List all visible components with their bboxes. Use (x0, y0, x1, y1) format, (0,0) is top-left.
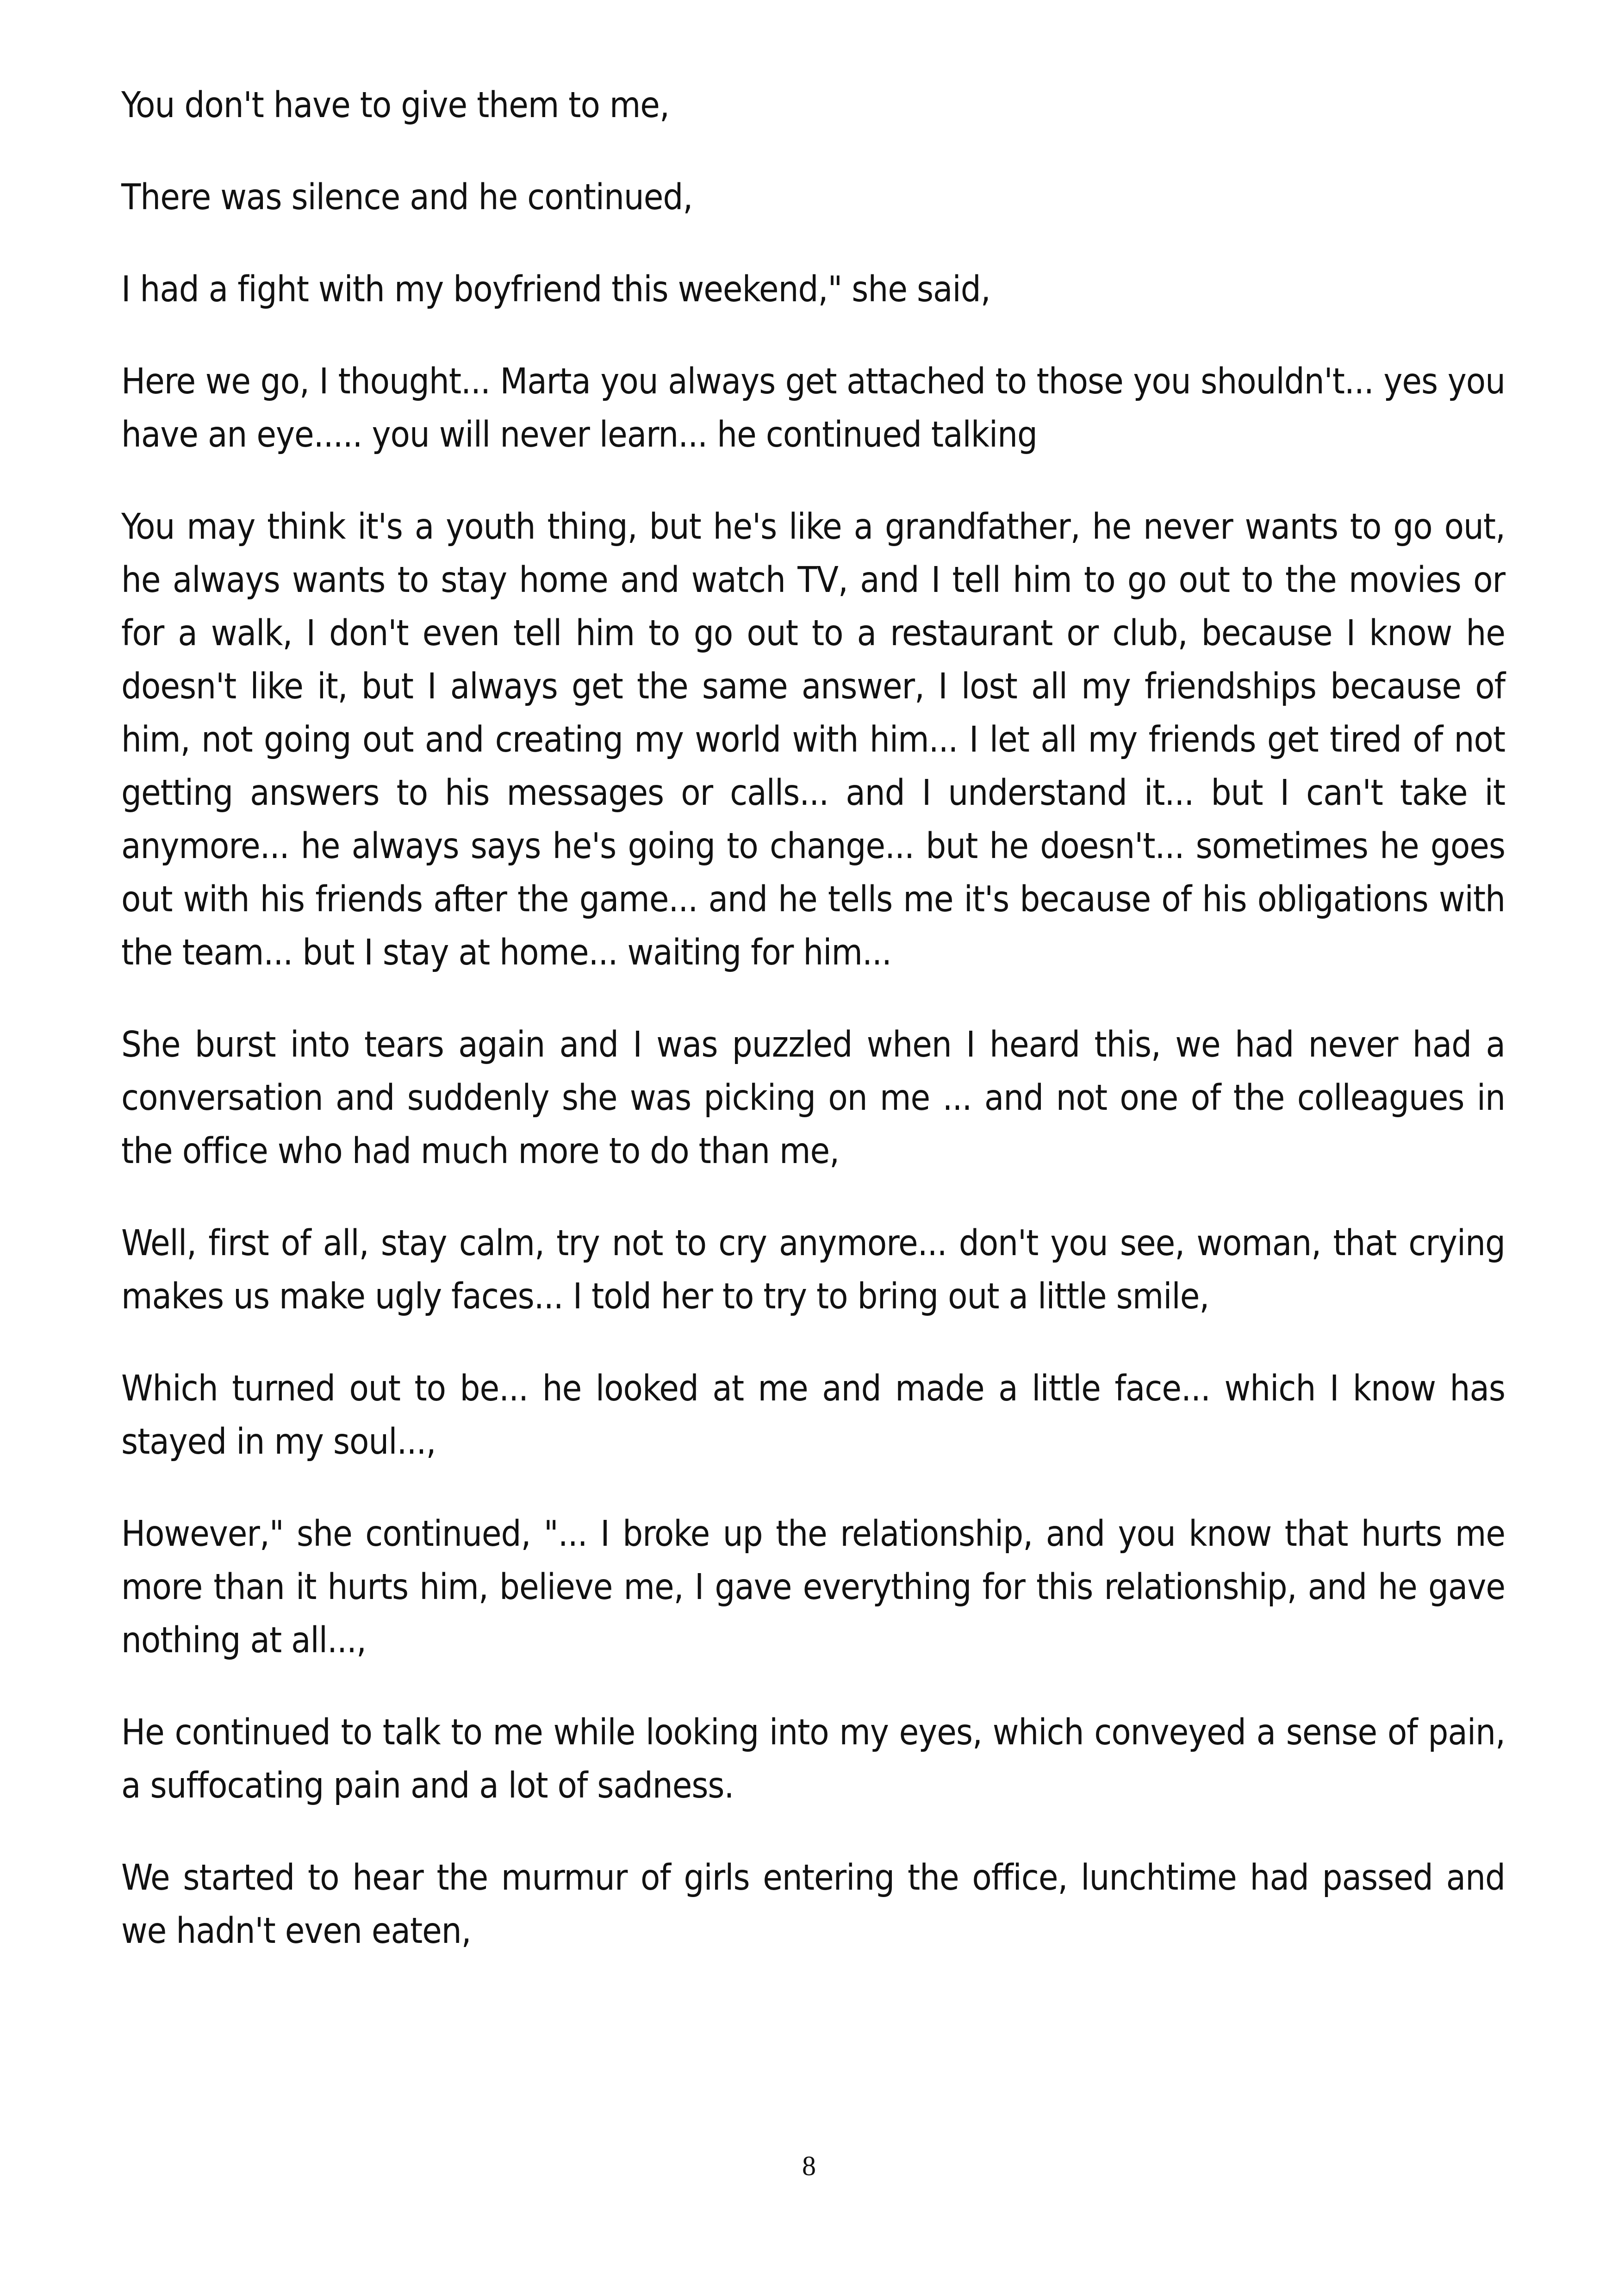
paragraph-6: She burst into tears again and I was puzzled when I heard this, we had never had a conversation and suddenly she was picking on me ... and not one of the colleagues in the office who had much more to do than me, (121, 1024, 1505, 1172)
paragraph-1: You don't have to give them to me, (121, 85, 669, 126)
paragraph-11: We started to hear the murmur of girls entering the office, lunchtime had passed and we hadn't even eaten, (121, 1857, 1505, 1952)
paragraph-8: Which turned out to be... he looked at me and made a little face... which I know has stayed in my soul..., (121, 1368, 1505, 1462)
paragraph-5: You may think it's a youth thing, but he's like a grandfather, he never wants to go out, he always wants to stay home and watch TV, and I tell him to go out to the movies or for a walk, I don't even tell him to go out to a restaurant or club, because I know he doesn't like it, but I always get the same answer, I lost all my friendships because of him, not going out and creating my world with him... I let all my friends get tired of not getting answers to his messages or calls... and I understand it... but I can't take it anymore... he always says he's going to change... but he doesn't... sometimes he goes out with his friends after the game... and he tells me it's because of his obligations with the team... but I stay at home... waiting for him... (121, 506, 1505, 973)
paragraph-4: Here we go, I thought... Marta you always get attached to those you shouldn't... yes you have an eye..... you will never learn... he continued talking (121, 361, 1505, 455)
paragraph-10: He continued to talk to me while looking into my eyes, which conveyed a sense of pain, a suffocating pain and a lot of sadness. (121, 1712, 1505, 1806)
paragraph-2: There was silence and he continued, (121, 177, 693, 218)
paragraph-7: Well, first of all, stay calm, try not to cry anymore... don't you see, woman, that crying makes us make ugly faces... I told her to try to bring out a little smile, (121, 1223, 1505, 1317)
page-body (121, 79, 1505, 1997)
paragraph-9: However," she continued, "... I broke up the relationship, and you know that hurts me more than it hurts him, believe me, I gave everything for this relationship, and he gave nothing at all..., (121, 1513, 1505, 1661)
page-number: 8 (802, 2151, 816, 2181)
paragraph-3: I had a fight with my boyfriend this weekend," she said, (121, 269, 990, 310)
